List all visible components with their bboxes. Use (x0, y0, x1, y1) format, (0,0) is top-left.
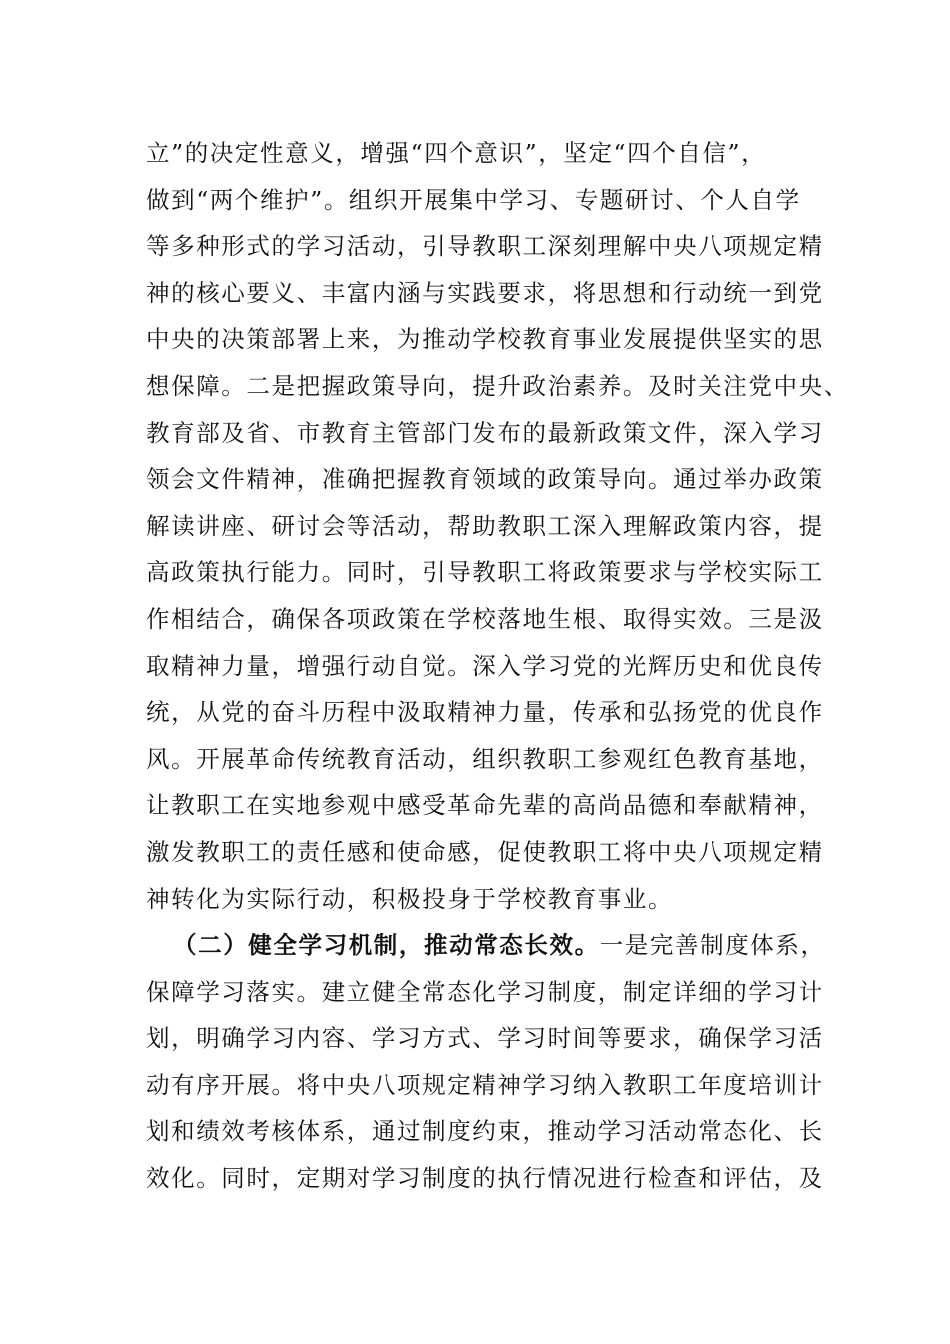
text-line: 激发教职工的责任感和使命感，促使教职工将中央八项规定精 (146, 837, 824, 866)
text-line: 取精神力量，增强行动自觉。深入学习党的光辉历史和优良传 (146, 651, 824, 680)
text-line: 神的核心要义、丰富内涵与实践要求，将思想和行动统一到党 (146, 278, 824, 307)
text-line: 效化。同时，定期对学习制度的执行情况进行检查和评估，及 (146, 1164, 824, 1193)
section-2-first-line-text: 一是完善制度体系， (599, 931, 826, 960)
text-line: 统，从党的奋斗历程中汲取精神力量，传承和弘扬党的优良作 (146, 698, 824, 727)
text-line: 做到“两个维护”。组织开展集中学习、专题研讨、个人自学 (146, 185, 801, 214)
text-line: 立”的决定性意义，增强“四个意识”，坚定“四个自信”， (146, 139, 767, 167)
text-line: 神转化为实际行动，积极投身于学校教育事业。 (146, 884, 674, 913)
text-line: 解读讲座、研讨会等活动，帮助教职工深入理解政策内容，提 (146, 511, 824, 540)
section-2-heading: （二）健全学习机制，推动常态长效。 (173, 931, 600, 960)
section-2-first-line (146, 922, 846, 969)
text-line: 高政策执行能力。同时，引导教职工将政策要求与学校实际工 (146, 558, 824, 587)
text-line: 领会文件精神，准确把握教育领域的政策导向。通过举办政策 (146, 465, 824, 494)
text-line: 动有序开展。将中央八项规定精神学习纳入教职工年度培训计 (146, 1070, 824, 1099)
text-line: 让教职工在实地参观中感受革命先辈的高尚品德和奉献精神， (146, 791, 824, 820)
text-line: 划，明确学习内容、学习方式、学习时间等要求，确保学习活 (146, 1024, 824, 1053)
text-line: 想保障。二是把握政策导向，提升政治素养。及时关注党中央、 (146, 371, 849, 400)
text-line: 等多种形式的学习活动，引导教职工深刻理解中央八项规定精 (146, 232, 824, 261)
text-line: 保障学习落实。建立健全常态化学习制度，制定详细的学习计 (146, 977, 824, 1006)
text-line: 风。开展革命传统教育活动，组织教职工参观红色教育基地， (146, 744, 824, 773)
text-line: 中央的决策部署上来，为推动学校教育事业发展提供坚实的思 (146, 325, 824, 354)
text-line: 作相结合，确保各项政策在学校落地生根、取得实效。三是汲 (146, 604, 824, 633)
text-line: 教育部及省、市教育主管部门发布的最新政策文件，深入学习 (146, 418, 824, 447)
text-line: 划和绩效考核体系，通过制度约束，推动学习活动常态化、长 (146, 1117, 824, 1146)
body-text (146, 130, 849, 1202)
